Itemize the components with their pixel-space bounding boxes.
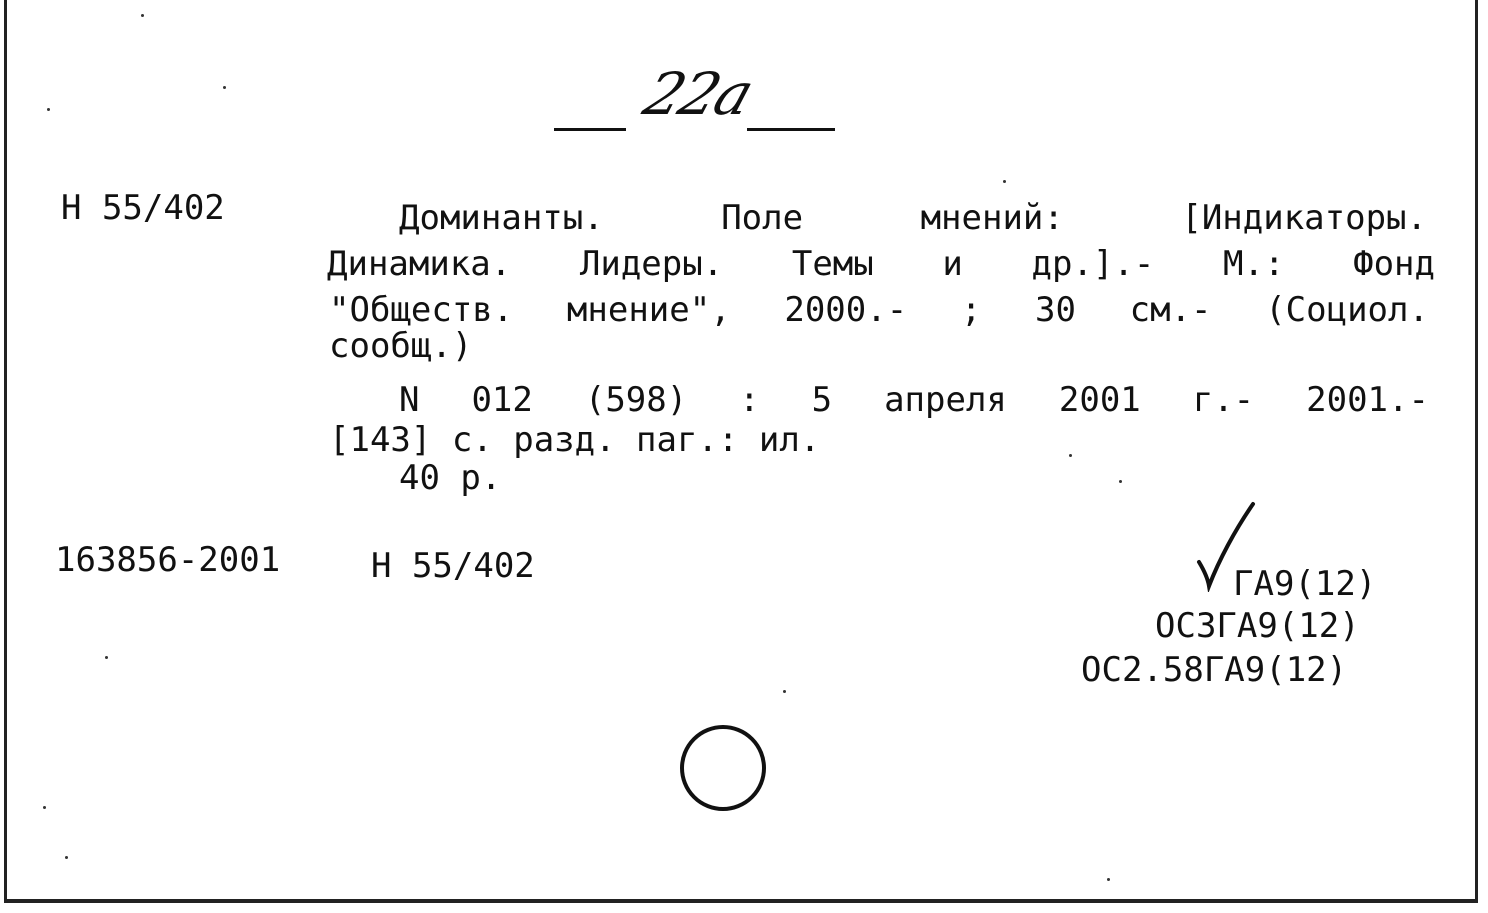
word: и — [942, 244, 963, 284]
inventory-shelf-mark: Н 55/402 — [371, 546, 535, 586]
scan-speck — [141, 14, 144, 17]
word: 5 — [811, 380, 833, 420]
scan-speck — [783, 690, 786, 693]
shelf-mark: Н 55/402 — [61, 188, 225, 228]
header-rule-right — [747, 128, 835, 131]
word: Поле — [721, 198, 804, 238]
description-line-4: сообщ.) — [329, 326, 473, 366]
description-line-3 — [329, 290, 1429, 330]
word: "Обществ. — [329, 290, 514, 330]
word: ; — [960, 290, 982, 330]
scan-speck — [65, 856, 68, 859]
issue-line-2: [143] с. разд. паг.: ил. — [329, 420, 821, 460]
word: см.- — [1129, 290, 1212, 330]
issue-line-1 — [399, 380, 1429, 420]
word: М.: — [1223, 244, 1285, 284]
scan-speck — [105, 656, 108, 659]
scan-speck — [43, 806, 46, 809]
word: Темы — [791, 244, 874, 284]
word: Фонд — [1353, 244, 1435, 284]
word: 30 — [1035, 290, 1076, 330]
classification-code: ОС3ГА9(12) — [1155, 606, 1360, 646]
word: мнений: — [920, 198, 1064, 238]
word: (Социол. — [1265, 290, 1429, 330]
word: др.].- — [1031, 244, 1155, 284]
word: Динамика. — [327, 244, 512, 284]
description-line-2 — [327, 244, 1435, 284]
word: [Индикаторы. — [1181, 198, 1427, 238]
word: 2000.- — [784, 290, 908, 330]
word: N — [399, 380, 420, 420]
word: Доминанты. — [399, 198, 604, 238]
word: Лидеры. — [579, 244, 724, 284]
classification-code: ОС2.58ГА9(12) — [1081, 650, 1348, 690]
word: 2001.- — [1306, 380, 1429, 420]
word: 012 — [471, 380, 533, 420]
word: апреля — [884, 380, 1007, 420]
word: г.- — [1192, 380, 1255, 420]
word: мнение", — [566, 290, 731, 330]
inventory-number: 163856-2001 — [55, 540, 281, 580]
catalog-card — [4, 0, 1478, 903]
classification-code: ГА9(12) — [1233, 564, 1377, 604]
handwritten-number: 22a — [635, 60, 761, 128]
scan-speck — [1003, 180, 1006, 183]
punch-hole — [680, 725, 766, 811]
price: 40 р. — [399, 458, 502, 498]
scan-speck — [47, 108, 50, 111]
word: (598) — [584, 380, 688, 420]
scan-speck — [1107, 878, 1110, 881]
header-rule-left — [554, 128, 626, 131]
scan-speck — [1069, 454, 1072, 457]
word: 2001 — [1058, 380, 1141, 420]
description-line-1 — [399, 198, 1427, 238]
word: : — [739, 380, 760, 420]
scan-speck — [1119, 480, 1122, 483]
scan-speck — [223, 86, 226, 89]
